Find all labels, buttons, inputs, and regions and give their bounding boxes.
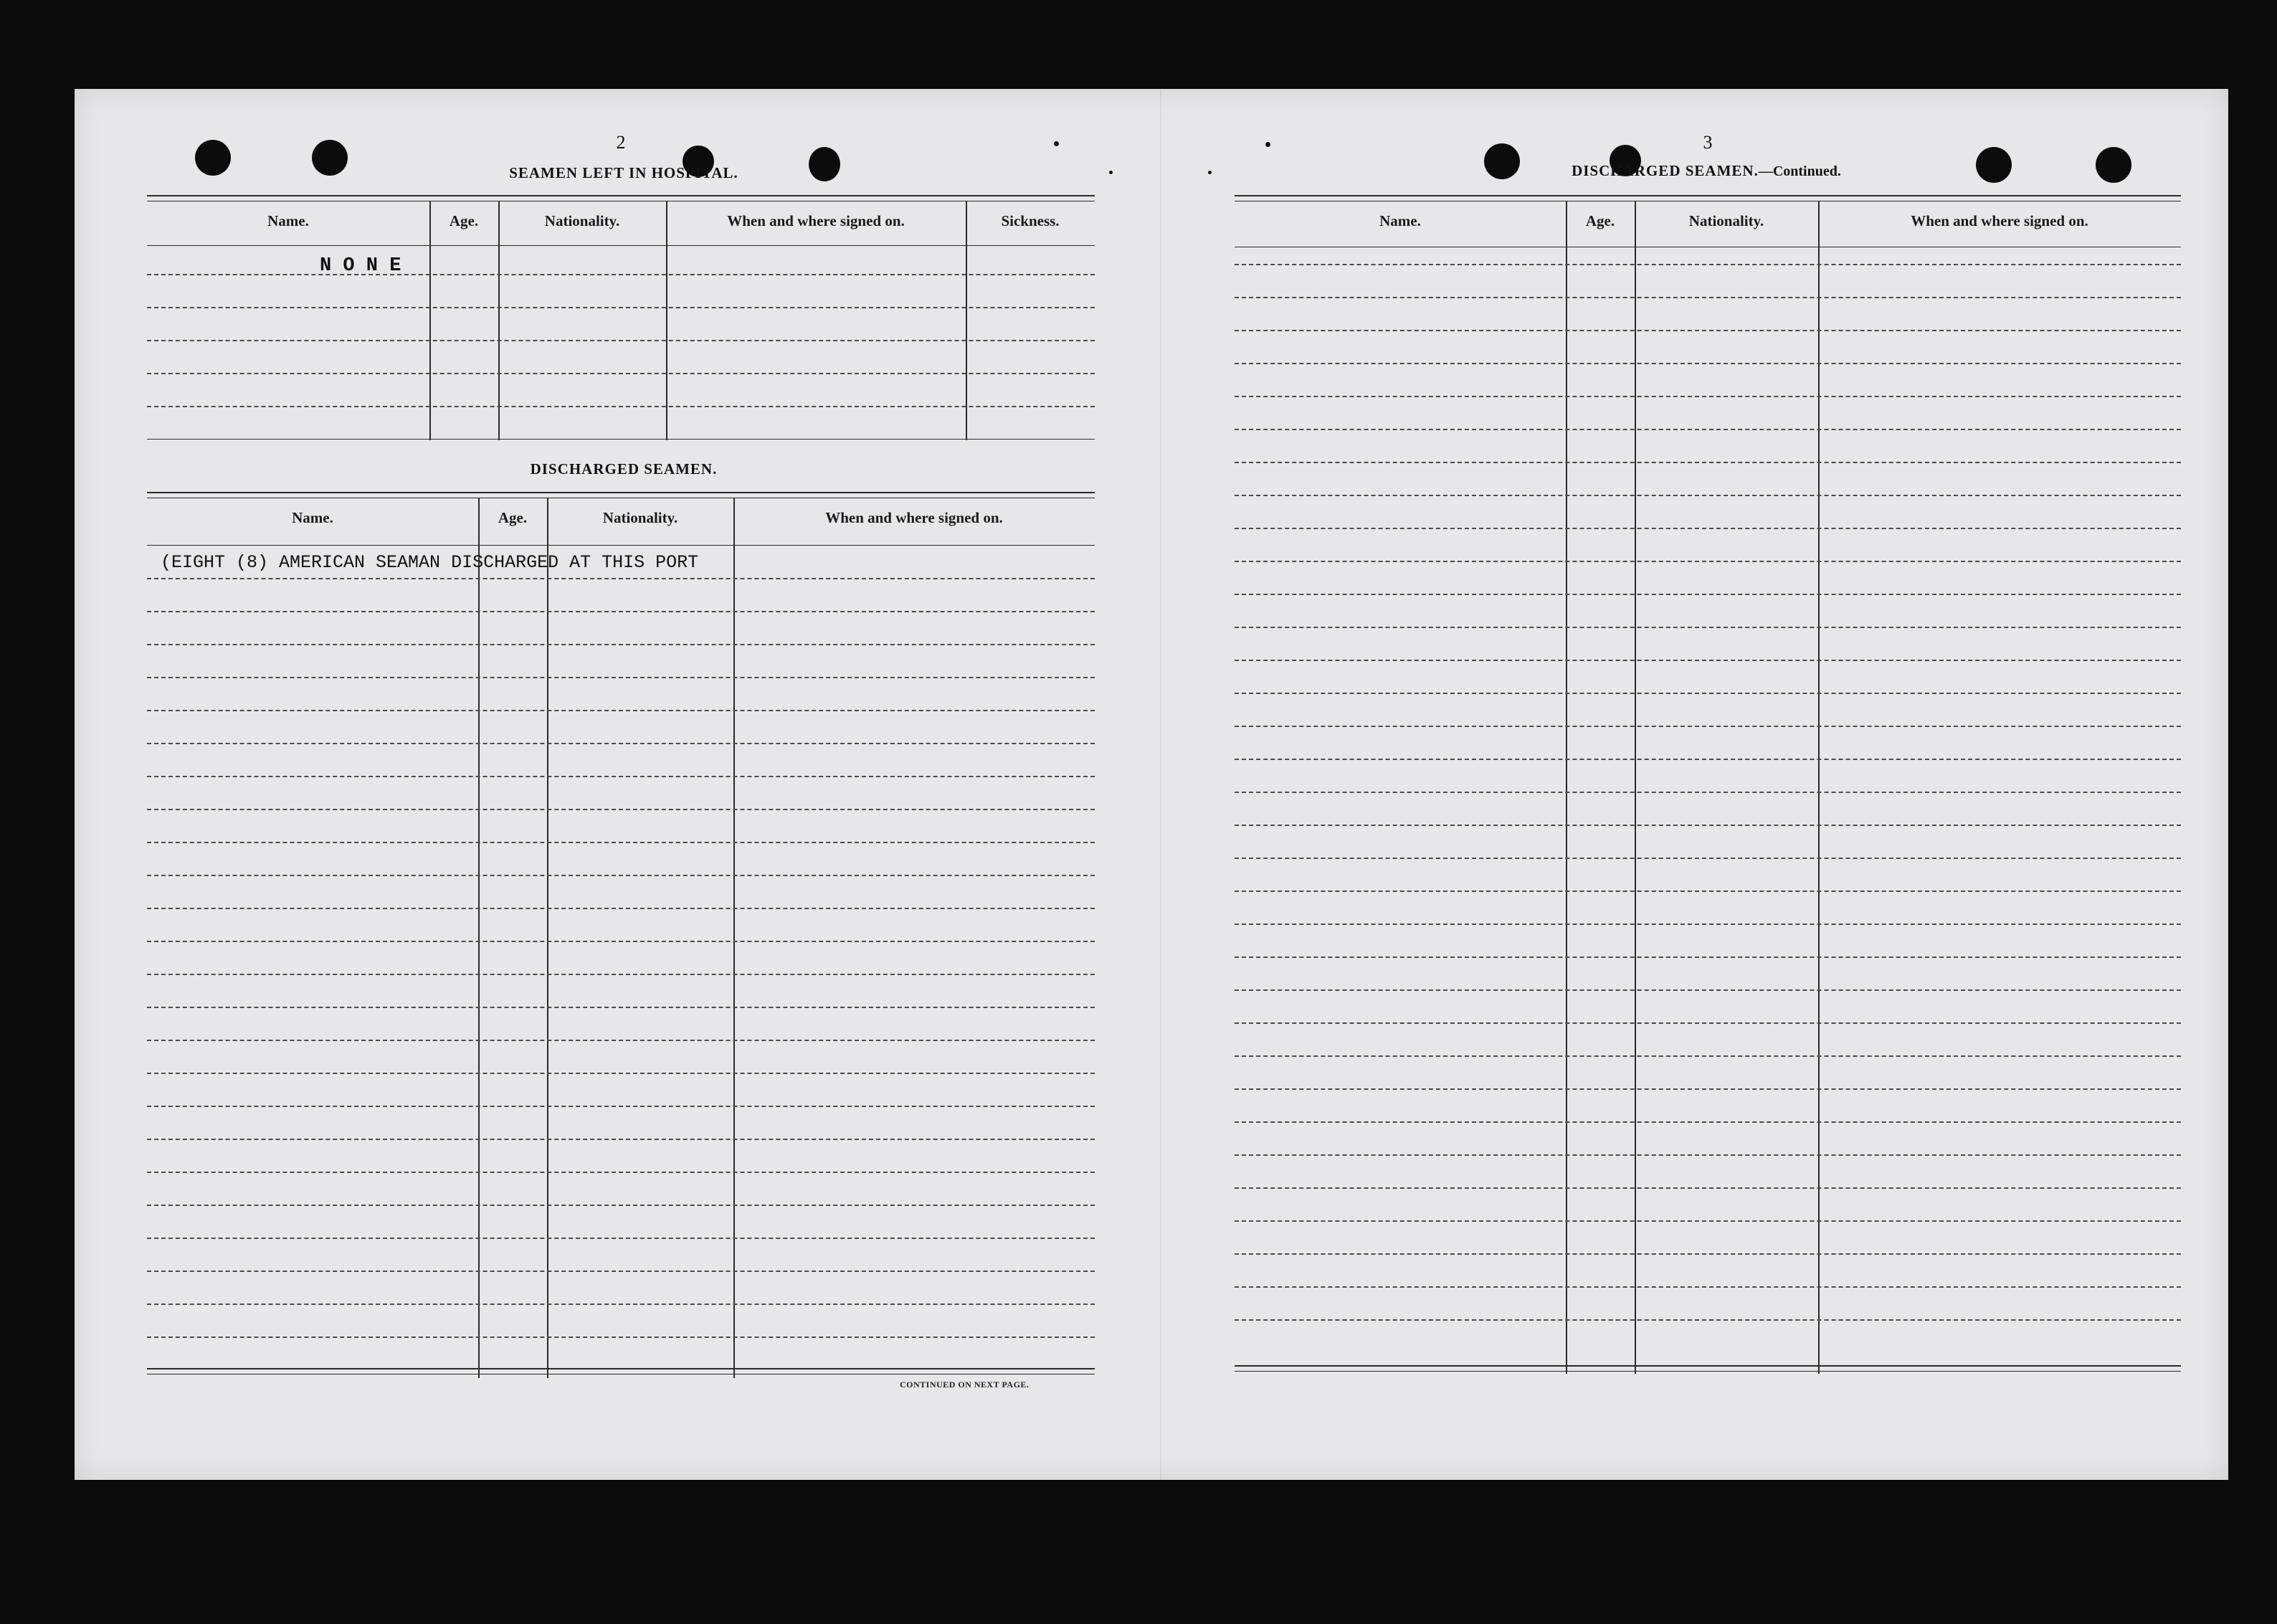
column-header-age: Age. bbox=[498, 509, 528, 526]
punch-hole bbox=[809, 147, 840, 181]
punch-hole bbox=[195, 140, 231, 176]
ink-speck bbox=[1208, 171, 1212, 174]
discharged-entry: (EIGHT (8) AMERICAN SEAMAN DISCHARGED AT THIS PORT bbox=[161, 552, 699, 573]
column-header-signed-on: When and where signed on. bbox=[727, 212, 905, 229]
discharged-table bbox=[147, 492, 1095, 1374]
continued-note: CONTINUED ON NEXT PAGE. bbox=[900, 1380, 1030, 1390]
title-continued: —Continued. bbox=[1758, 163, 1841, 179]
title-main: DISCHARGED SEAMEN. bbox=[1572, 162, 1759, 179]
ink-speck bbox=[1109, 171, 1113, 174]
column-header-signed-on: When and where signed on. bbox=[1911, 212, 2088, 229]
punch-hole bbox=[312, 140, 348, 176]
page-fold bbox=[1160, 89, 1161, 1480]
discharged-section-title: DISCHARGED SEAMEN. bbox=[530, 460, 718, 478]
discharged-continued-table bbox=[1235, 195, 2181, 1374]
punch-hole bbox=[1976, 147, 2012, 183]
ink-speck bbox=[1265, 142, 1270, 147]
column-header-name: Name. bbox=[267, 212, 309, 229]
page-number-right: 3 bbox=[1703, 132, 1713, 153]
column-header-age: Age. bbox=[1585, 212, 1615, 229]
column-header-name: Name. bbox=[1379, 212, 1421, 229]
column-header-sickness: Sickness. bbox=[1001, 212, 1060, 229]
column-header-nationality: Nationality. bbox=[544, 212, 620, 229]
ink-speck bbox=[1054, 141, 1059, 146]
column-header-signed-on: When and where signed on. bbox=[825, 509, 1003, 526]
punch-hole bbox=[1484, 143, 1520, 179]
discharged-continued-title bbox=[1527, 162, 1886, 180]
hospital-section-title: SEAMEN LEFT IN HOSPITAL. bbox=[509, 164, 738, 181]
page-number-left: 2 bbox=[616, 132, 626, 153]
column-header-name: Name. bbox=[292, 509, 333, 526]
column-header-age: Age. bbox=[449, 212, 479, 229]
hospital-entry: N O N E bbox=[320, 255, 401, 277]
column-header-nationality: Nationality. bbox=[602, 509, 678, 526]
hospital-table bbox=[147, 195, 1095, 446]
punch-hole bbox=[2096, 147, 2131, 183]
column-header-nationality: Nationality. bbox=[1688, 212, 1764, 229]
